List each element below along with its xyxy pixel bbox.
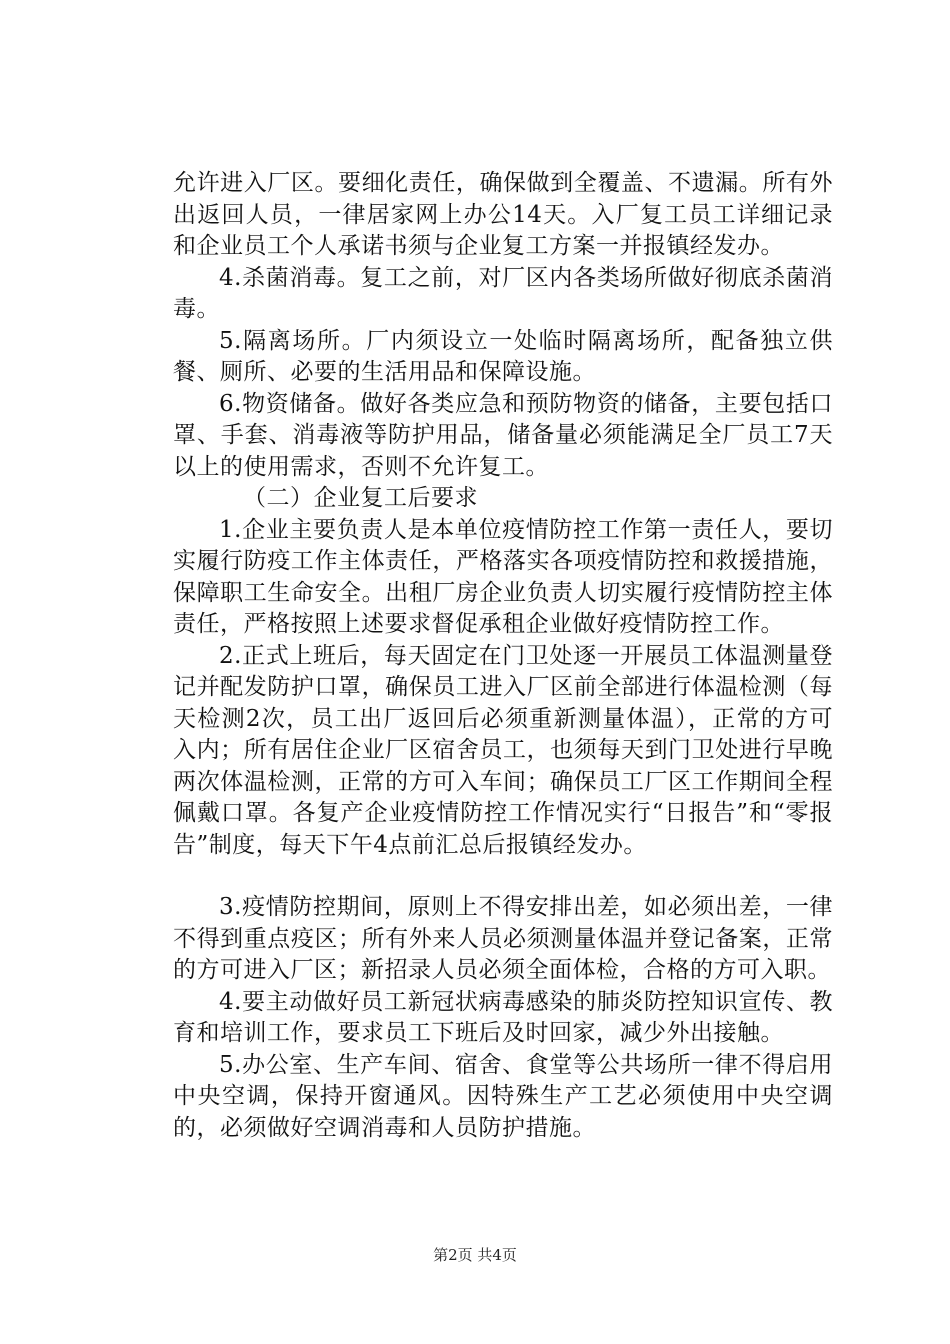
paragraph-item-4-disinfection: 4.杀菌消毒。复工之前，对厂区内各类场所做好彻底杀菌消毒。: [173, 264, 833, 322]
paragraph-item-2-temperature: 2.正式上班后，每天固定在门卫处逐一开展员工体温测量登记并配发防护口罩，确保员工进入厂区前全部进行体温检测（每天检测2次，员工出厂返回后必须重新测量体温），正常的方可入内；所有居住企业厂区宿舍员工，也须每天到门卫处进行早晚两次体温检测，正常的方可入车间；确保员工厂区工作期间全程佩戴口罩。各复产企业疫情防控工作情况实行“日报告”和“零报告”制度，每天下午4点前汇总后报镇经发办。: [173, 642, 833, 858]
page-number: 第2页 共4页: [433, 1246, 517, 1264]
paragraph-item-1-responsibility: 1.企业主要负责人是本单位疫情防控工作第一责任人，要切实履行防疫工作主体责任，严格落实各项疫情防控和救援措施，保障职工生命安全。出租厂房企业负责人切实履行疫情防控主体责任，严格按照上述要求督促承租企业做好疫情防控工作。: [173, 516, 833, 637]
paragraph-item-6-supplies: 6.物资储备。做好各类应急和预防物资的储备，主要包括口罩、手套、消毒液等防护用品，储备量必须能满足全厂员工7天以上的使用需求，否则不允许复工。: [173, 390, 833, 480]
paragraph-item-4-education: 4.要主动做好员工新冠状病毒感染的肺炎防控知识宣传、教育和培训工作，要求员工下班后及时回家，减少外出接触。: [173, 988, 833, 1046]
section-heading-after-resumption: （二）企业复工后要求: [243, 485, 478, 511]
paragraph-item-3-travel: 3.疫情防控期间，原则上不得安排出差，如必须出差，一律不得到重点疫区；所有外来人员必须测量体温并登记备案，正常的方可进入厂区；新招录人员必须全面体检，合格的方可入职。: [173, 894, 833, 983]
blank-line: [173, 861, 833, 892]
paragraph-continuation: 允许进入厂区。要细化责任，确保做到全覆盖、不遗漏。所有外出返回人员，一律居家网上办公14天。入厂复工员工详细记录和企业员工个人承诺书须与企业复工方案一并报镇经发办。: [173, 170, 833, 259]
paragraph-item-5-isolation: 5.隔离场所。厂内须设立一处临时隔离场所，配备独立供餐、厕所、必要的生活用品和保障设施。: [173, 327, 833, 385]
paragraph-item-5-ventilation: 5.办公室、生产车间、宿舍、食堂等公共场所一律不得启用中央空调，保持开窗通风。因特殊生产工艺必须使用中央空调的，必须做好空调消毒和人员防护措施。: [173, 1051, 833, 1141]
document-body: [173, 168, 833, 1144]
